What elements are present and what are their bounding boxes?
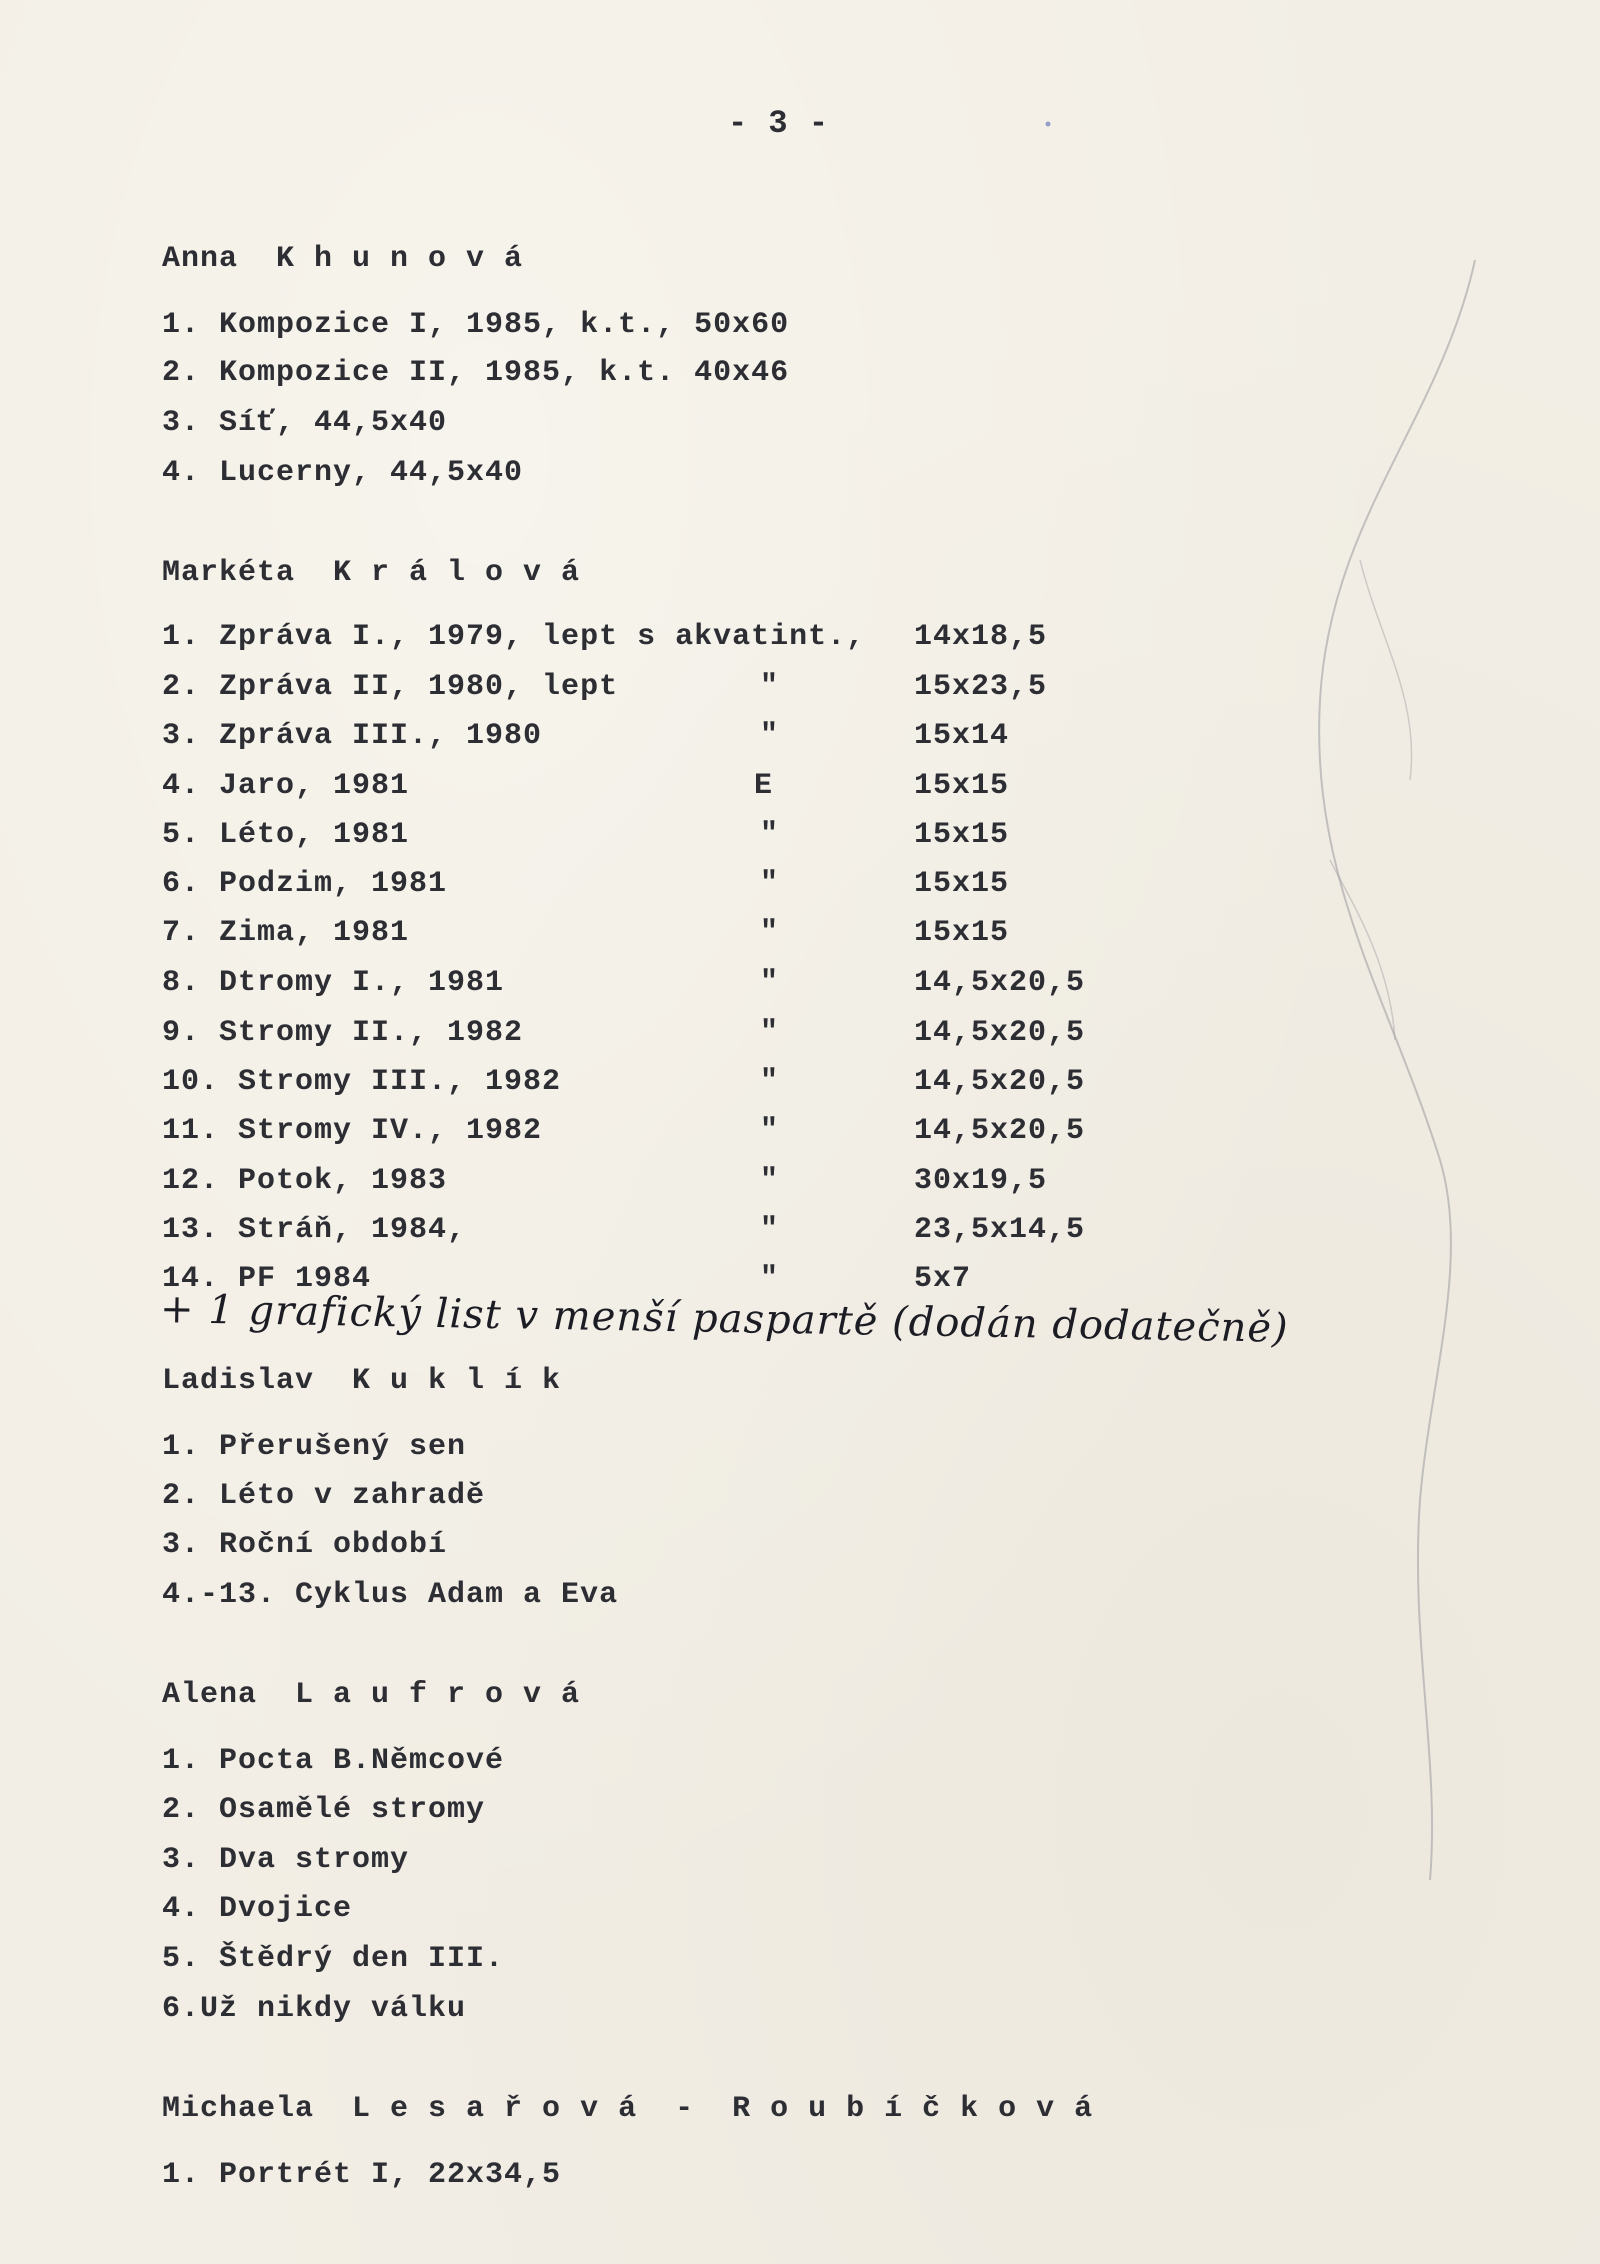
list-item: 5. Štědrý den III. [162, 1942, 505, 1976]
artist-heading: Markéta K r á l o v á [162, 556, 581, 590]
table-row-title: 12. Potok, 1983 [162, 1164, 448, 1198]
table-row-size: 30x19,5 [914, 1164, 1048, 1198]
ditto-mark: " [760, 719, 780, 753]
ditto-mark: " [760, 1164, 780, 1198]
list-item: 2. Kompozice II, 1985, k.t. 40x46 [162, 356, 790, 390]
table-row-size: 14x18,5 [914, 620, 1048, 654]
table-row-size: 5x7 [914, 1262, 972, 1296]
table-row-title: 7. Zima, 1981 [162, 916, 410, 950]
ditto-mark: " [760, 916, 780, 950]
artist-heading: Michaela L e s a ř o v á - R o u b í č k o v á [162, 2092, 1094, 2126]
table-row-size: 15x15 [914, 867, 1010, 901]
list-item: 2. Osamělé stromy [162, 1793, 486, 1827]
ditto-mark: " [760, 818, 780, 852]
list-item: 4. Lucerny, 44,5x40 [162, 456, 524, 490]
table-row-title: 2. Zpráva II, 1980, lept [162, 670, 619, 704]
page-number: - 3 - [728, 105, 830, 142]
ditto-mark: E [754, 769, 774, 803]
ditto-mark: " [760, 1213, 780, 1247]
table-row-title: 6. Podzim, 1981 [162, 867, 448, 901]
list-item: 1. Portrét I, 22x34,5 [162, 2158, 562, 2192]
ditto-mark: " [760, 966, 780, 1000]
list-item: 3. Dva stromy [162, 1843, 410, 1877]
artist-heading: Anna K h u n o v á [162, 242, 524, 276]
table-row-size: 15x15 [914, 818, 1010, 852]
list-item: 3. Síť, 44,5x40 [162, 406, 448, 440]
ditto-mark: " [760, 1065, 780, 1099]
table-row-size: 14,5x20,5 [914, 1114, 1086, 1148]
table-row-title: 11. Stromy IV., 1982 [162, 1114, 543, 1148]
table-row-title: 4. Jaro, 1981 [162, 769, 410, 803]
table-row-title: 1. Zpráva I., 1979, lept s akvatint., [162, 620, 866, 654]
ditto-mark: " [760, 867, 780, 901]
table-row-size: 14,5x20,5 [914, 966, 1086, 1000]
table-row-title: 3. Zpráva III., 1980 [162, 719, 543, 753]
table-row-title: 9. Stromy II., 1982 [162, 1016, 524, 1050]
table-row-size: 15x23,5 [914, 670, 1048, 704]
handwritten-note: + 1 grafický list v menší paspartě (dodán dodatečně) [159, 1286, 1290, 1352]
ditto-mark: " [760, 670, 780, 704]
list-item: 2. Léto v zahradě [162, 1479, 486, 1513]
ditto-mark: " [760, 1262, 780, 1296]
list-item: 1. Přerušený sen [162, 1430, 467, 1464]
ditto-mark: " [760, 1114, 780, 1148]
table-row-size: 23,5x14,5 [914, 1213, 1086, 1247]
table-row-title: 14. PF 1984 [162, 1262, 372, 1296]
list-item: 3. Roční období [162, 1528, 448, 1562]
list-item: 1. Pocta B.Němcové [162, 1744, 505, 1778]
artist-heading: Alena L a u f r o v á [162, 1678, 581, 1712]
list-item: 6.Už nikdy válku [162, 1992, 467, 2026]
table-row-title: 8. Dtromy I., 1981 [162, 966, 505, 1000]
ditto-mark: " [760, 1016, 780, 1050]
table-row-title: 10. Stromy III., 1982 [162, 1065, 562, 1099]
table-row-size: 14,5x20,5 [914, 1065, 1086, 1099]
table-row-title: 13. Stráň, 1984, [162, 1213, 467, 1247]
table-row-size: 15x14 [914, 719, 1010, 753]
table-row-size: 15x15 [914, 916, 1010, 950]
list-item: 4.-13. Cyklus Adam a Eva [162, 1578, 619, 1612]
table-row-size: 15x15 [914, 769, 1010, 803]
list-item: 1. Kompozice I, 1985, k.t., 50x60 [162, 308, 790, 342]
table-row-size: 14,5x20,5 [914, 1016, 1086, 1050]
artist-heading: Ladislav K u k l í k [162, 1364, 562, 1398]
list-item: 4. Dvojice [162, 1892, 353, 1926]
table-row-title: 5. Léto, 1981 [162, 818, 410, 852]
